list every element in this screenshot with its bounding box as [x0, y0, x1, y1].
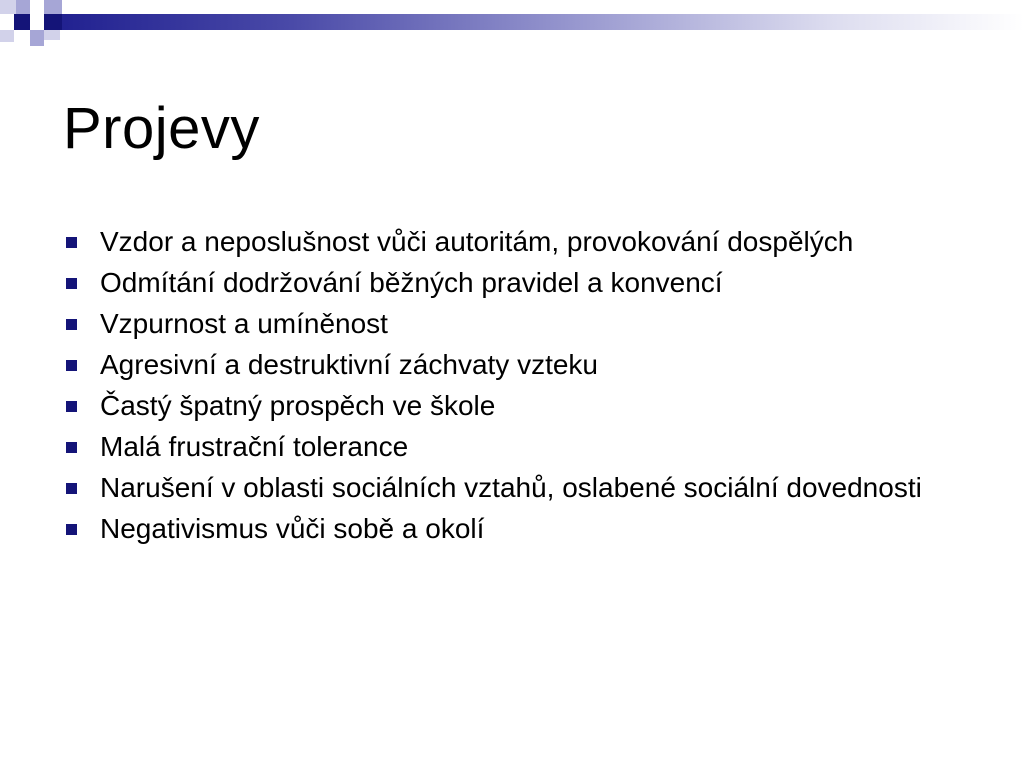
- bullet-item: [62, 349, 962, 381]
- bullet-text: Vzpurnost a umíněnost: [100, 308, 388, 339]
- deco-square: [44, 30, 60, 40]
- bullet-text: Malá frustrační tolerance: [100, 431, 409, 462]
- deco-square: [16, 0, 30, 14]
- bullet-item: [62, 513, 962, 545]
- bullet-item: [62, 431, 962, 463]
- header-decoration: [0, 0, 1024, 48]
- square-bullet-icon: [66, 483, 77, 494]
- square-bullet-icon: [66, 237, 77, 248]
- header-gradient-bar: [48, 14, 1024, 30]
- deco-square: [30, 30, 44, 46]
- bullet-text: Odmítání dodržování běžných pravidel a konvencí: [100, 267, 723, 298]
- bullet-item: [62, 308, 962, 340]
- square-bullet-icon: [66, 401, 77, 412]
- bullet-item: [62, 226, 962, 258]
- square-bullet-icon: [66, 442, 77, 453]
- bullet-text: Vzdor a neposlušnost vůči autoritám, provokování dospělých: [100, 226, 854, 257]
- slide-title: Projevy: [63, 96, 260, 161]
- deco-square: [0, 0, 16, 14]
- bullet-text: Častý špatný prospěch ve škole: [100, 390, 496, 421]
- bullet-item: [62, 390, 962, 422]
- bullet-list: [62, 226, 962, 554]
- square-bullet-icon: [66, 360, 77, 371]
- bullet-text: Narušení v oblasti sociálních vztahů, oslabené sociální dovednosti: [100, 472, 922, 503]
- bullet-item: [62, 267, 962, 299]
- deco-square: [0, 30, 14, 42]
- bullet-item: [62, 472, 962, 504]
- deco-square: [14, 14, 30, 30]
- square-bullet-icon: [66, 278, 77, 289]
- bullet-text: Agresivní a destruktivní záchvaty vzteku: [100, 349, 598, 380]
- bullet-text: Negativismus vůči sobě a okolí: [100, 513, 485, 544]
- deco-square: [44, 14, 62, 30]
- deco-square: [44, 0, 62, 14]
- square-bullet-icon: [66, 524, 77, 535]
- square-bullet-icon: [66, 319, 77, 330]
